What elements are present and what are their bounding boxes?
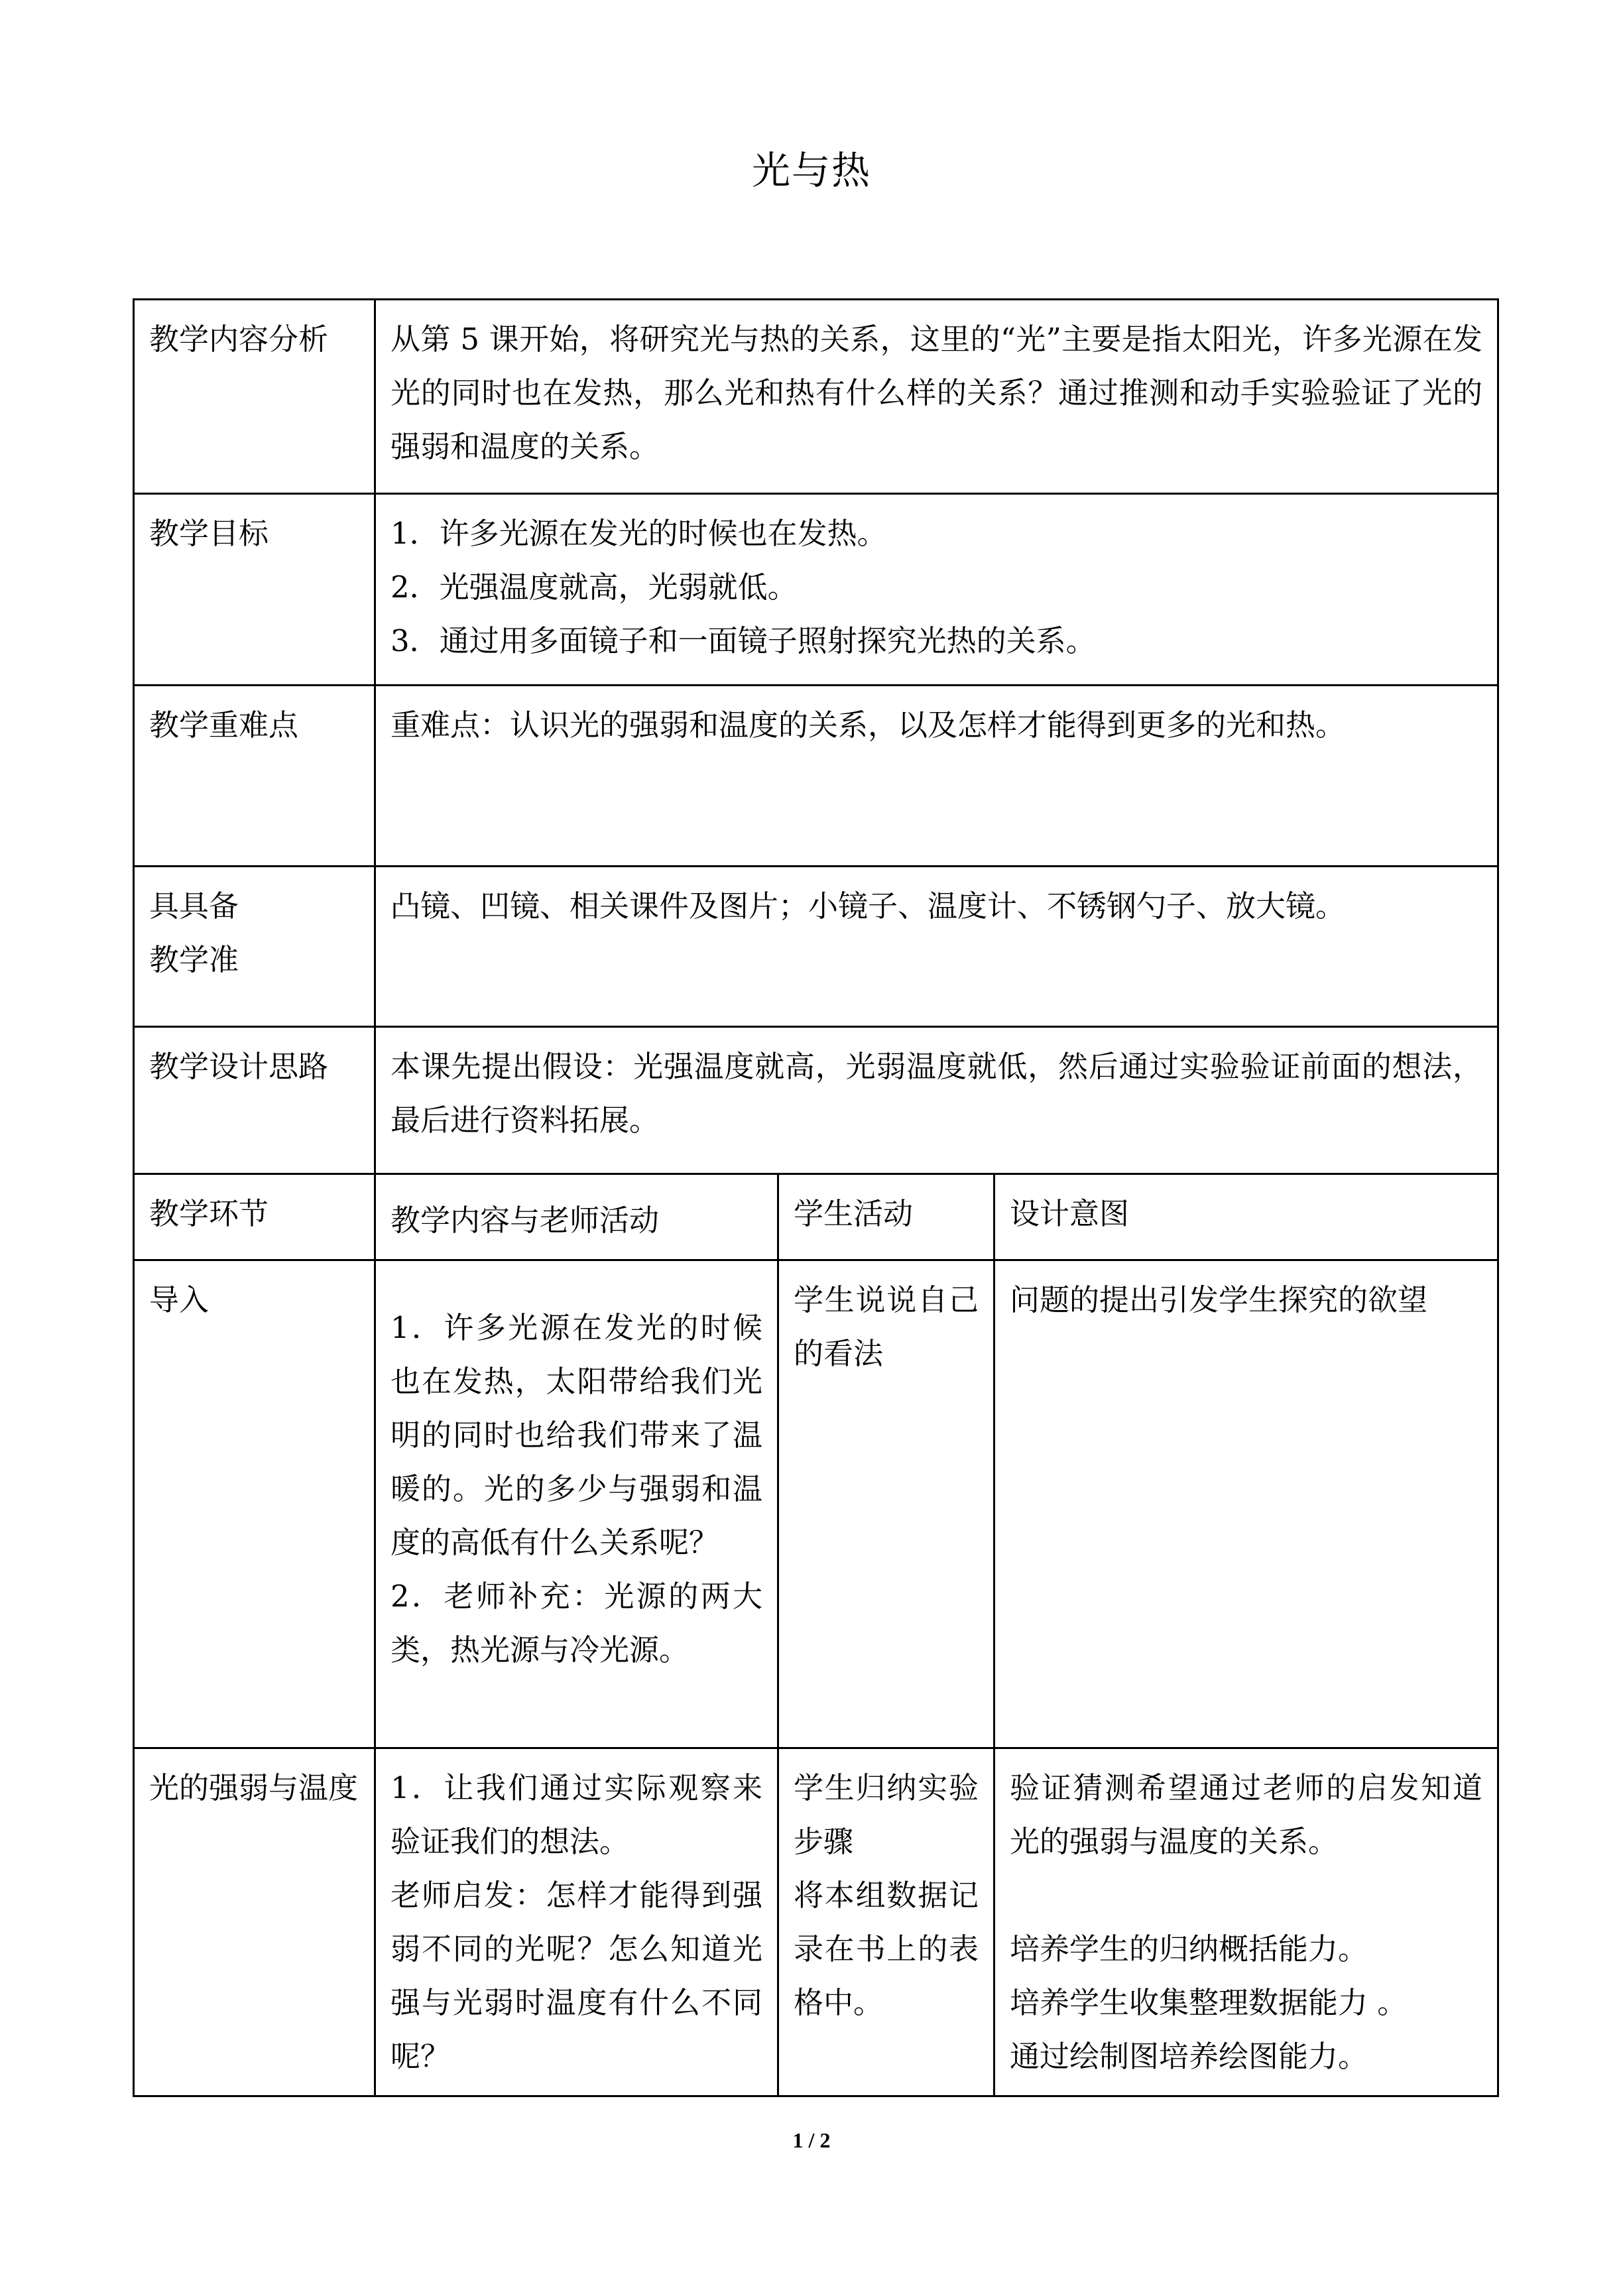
row-content-analysis [134,300,1498,494]
label-preparation-line1: 具具备 [149,888,239,924]
spacer [1010,1868,1482,1922]
row-key-points [134,686,1498,867]
light-strength-student-activity [778,1748,994,2096]
label-key-points: 教学重难点 [134,686,375,867]
header-design-intent: 设计意图 [994,1174,1498,1260]
row-light-strength [134,1748,1498,2096]
light-intent-point: 通过绘制图培养绘图能力。 [1010,2039,1368,2074]
key-points-text: 重难点：认识光的强弱和温度的关系，以及怎样才能得到更多的光和热。 [375,686,1498,867]
light-strength-design-intent [994,1748,1498,2096]
objective-item: 3．通过用多面镜子和一面镜子照射探究光热的关系。 [391,623,1096,658]
light-teacher-point: 1．让我们通过实际观察来验证我们的想法。 [391,1770,762,1859]
objectives-list [375,494,1498,686]
header-stage: 教学环节 [134,1174,375,1260]
intro-teacher-activity [375,1260,778,1748]
page-number: 1 / 2 [792,2128,831,2152]
label-preparation [134,867,375,1027]
light-teacher-point: 老师启发：怎样才能得到强弱不同的光呢？怎么知道光强与光弱时温度有什么不同呢？ [391,1878,762,2074]
light-strength-teacher-activity [375,1748,778,2096]
light-strength-stage: 光的强弱与温度 [134,1748,375,2096]
intro-teacher-point: 1．许多光源在发光的时候也在发热，太阳带给我们光明的同时也给我们带来了温暖的。光的多少与强弱和温度的高低有什么关系呢？ [391,1310,762,1560]
intro-student-activity: 学生说说自己的看法 [778,1260,994,1748]
light-student-point: 学生归纳实验步骤 [794,1770,979,1859]
process-header-row [134,1174,1498,1260]
light-intent-point: 培养学生的归纳概括能力。 [1010,1931,1368,1966]
light-intent-point: 培养学生收集整理数据能力 。 [1010,1985,1408,2020]
intro-design-intent: 问题的提出引发学生探究的欲望 [994,1260,1498,1748]
label-content-analysis: 教学内容分析 [134,300,375,494]
label-preparation-line2: 教学准 [149,942,239,977]
intro-stage: 导入 [134,1260,375,1748]
intro-teacher-point: 2．老师补充：光源的两大类，热光源与冷光源。 [391,1579,762,1667]
row-objectives [134,494,1498,686]
design-idea-text: 本课先提出假设：光强温度就高，光弱温度就低，然后通过实验验证前面的想法，最后进行资料拓展。 [375,1027,1498,1174]
label-objectives: 教学目标 [134,494,375,686]
row-preparation [134,867,1498,1027]
objective-item: 2．光强温度就高，光弱就低。 [391,570,798,605]
preparation-text: 凸镜、凹镜、相关课件及图片；小镜子、温度计、不锈钢勺子、放大镜。 [375,867,1498,1027]
lesson-plan-table [133,298,1499,2097]
content-analysis-text: 从第 5 课开始，将研究光与热的关系，这里的“光”主要是指太阳光，许多光源在发光的同时也在发热，那么光和热有什么样的关系？通过推测和动手实验验证了光的强弱和温度的关系。 [375,300,1498,494]
label-design-idea: 教学设计思路 [134,1027,375,1174]
header-teacher-activity: 教学内容与老师活动 [375,1174,778,1260]
row-design-idea [134,1027,1498,1174]
light-intent-point: 验证猜测希望通过老师的启发知道光的强弱与温度的关系。 [1010,1770,1483,1859]
light-student-point: 将本组数据记录在书上的表格中。 [794,1878,979,2020]
row-intro [134,1260,1498,1748]
objective-item: 1．许多光源在发光的时候也在发热。 [391,516,887,551]
header-student-activity: 学生活动 [778,1174,994,1260]
page-title: 光与热 [751,148,871,193]
